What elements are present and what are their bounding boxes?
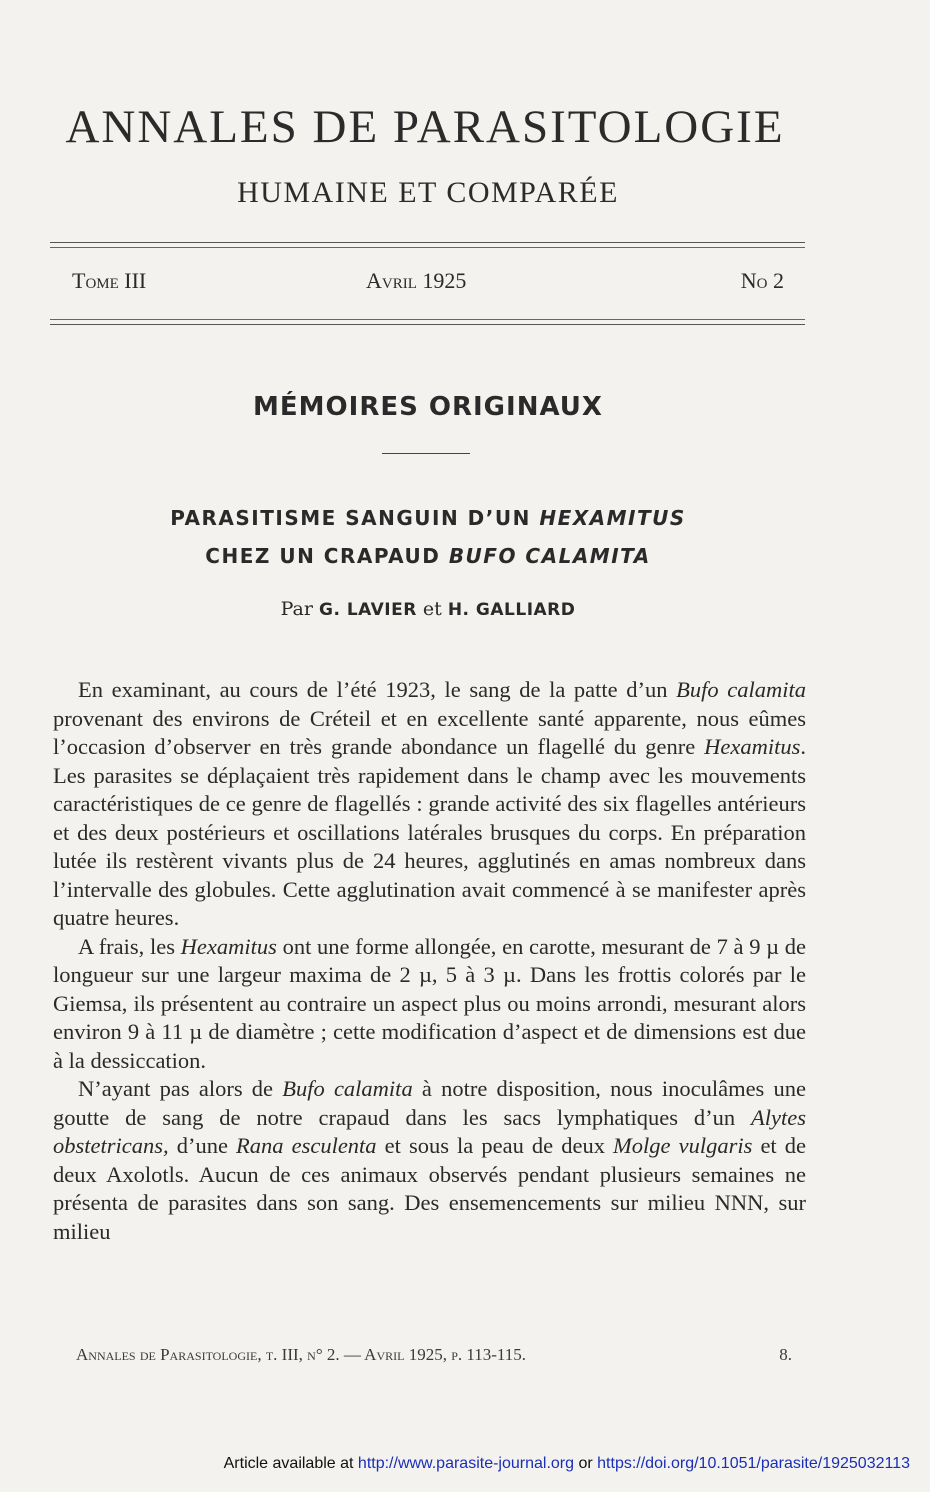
section-title: MÉMOIRES ORIGINAUX (253, 392, 603, 422)
text-run: ont une forme allongée, en carotte, mesurant de 7 à 9 µ de longueur sur une largeur maxima de 2 µ, 5 à 3 µ. Dans les frottis colorés par le Giemsa, ils présentent au contraire un aspect plus ou moins arrondi, mesurant alors environ 9 à 11 µ de diamètre ; cette modification d’aspect et de dimensions est due à la dessiccation. (53, 933, 807, 1073)
page-mark: 8. (779, 1345, 792, 1364)
article-title-text: CHEZ UN CRAPAUD (205, 544, 449, 568)
genus-name: Hexamitus (180, 933, 277, 959)
availability-line (0, 1455, 910, 1473)
text-run: d’une (168, 1133, 237, 1158)
species-name: Alytes obstetricans, (53, 1104, 806, 1158)
byline-et: et (416, 598, 448, 620)
author-galliard: H. GALLIARD (447, 600, 576, 620)
journal-title: ANNALES DE PARASITOLOGIE (65, 101, 785, 153)
availability-or: or (574, 1455, 598, 1472)
paragraph-1 (53, 676, 806, 933)
paragraph-2 (53, 933, 806, 1076)
article-title-text: PARASITISME SANGUIN D’UN (170, 506, 540, 530)
text-run: à notre disposition, nous inoculâmes une goutte de sang de notre crapaud dans les sacs lymphatiques d’un (53, 1076, 807, 1130)
genus-name: Hexamitus (704, 734, 801, 759)
article-body (53, 676, 806, 1246)
article-title-line-1 (0, 506, 856, 530)
species-name: Bufo calamita (282, 1076, 413, 1101)
species-name: Molge vulgaris (613, 1133, 753, 1158)
text-run: provenant des environs de Créteil et en excellente santé apparente, nous eûmes l’occasion d’observer en très grande abondance un flagellé du genre (53, 705, 806, 759)
species-name: Rana esculenta (236, 1133, 377, 1158)
availability-prefix: Article available at (223, 1455, 358, 1472)
author-lavier: G. LAVIER (318, 600, 417, 620)
article-title-species: BUFO CALAMITA (448, 544, 651, 568)
species-name: Bufo calamita (676, 677, 806, 702)
doi-link[interactable]: https://doi.org/10.1051/parasite/1925032113 (597, 1455, 910, 1472)
text-run: et sous la peau de deux (376, 1133, 614, 1158)
tome-label: Tome III (72, 268, 147, 293)
text-run: A frais, les (78, 933, 181, 959)
header-rule-top (50, 242, 805, 243)
text-run: N’ayant pas alors de (78, 1076, 283, 1101)
text-run: En examinant, au cours de l’été 1923, le sang de la patte d’un (78, 677, 677, 702)
byline-par: Par (280, 598, 319, 620)
article-title-genus: HEXAMITUS (539, 506, 686, 530)
footer-citation (76, 1345, 792, 1365)
section-divider (382, 453, 470, 454)
paragraph-3 (53, 1075, 806, 1246)
issue-date: Avril 1925 (366, 268, 467, 293)
issue-line (72, 268, 784, 298)
byline (0, 598, 856, 620)
header-rule-top-thin (50, 247, 805, 248)
issue-number: No 2 (740, 268, 784, 293)
journal-subtitle: HUMAINE ET COMPARÉE (237, 176, 619, 209)
text-run: et de deux Axolotls. Aucun de ces animaux observés pendant plusieurs semaines ne présenta de parasites dans son sang. Des ensemencements sur milieu NNN, sur milieu (53, 1133, 806, 1244)
article-title-line-2 (0, 544, 856, 568)
header-rule-bottom (50, 324, 805, 325)
header-rule-bottom-thin (50, 319, 805, 320)
citation-text: Annales de Parasitologie, t. III, n° 2. — Avril 1925, p. 113-115. (76, 1345, 527, 1364)
text-run: . Les parasites se déplaçaient très rapidement dans le champ avec les mouvements caractéristiques de ce genre de flagellés : grande activité des six flagelles antérieurs et des deux postérieurs et oscillations latérales brusques du corps. En préparation lutée ils restèrent vivants plus de 24 heures, agglutinés en amas nombreux dans l’intervalle des globules. Cette agglutination avait commencé à se manifester après quatre heures. (53, 734, 806, 930)
journal-link[interactable]: http://www.parasite-journal.org (357, 1455, 575, 1472)
